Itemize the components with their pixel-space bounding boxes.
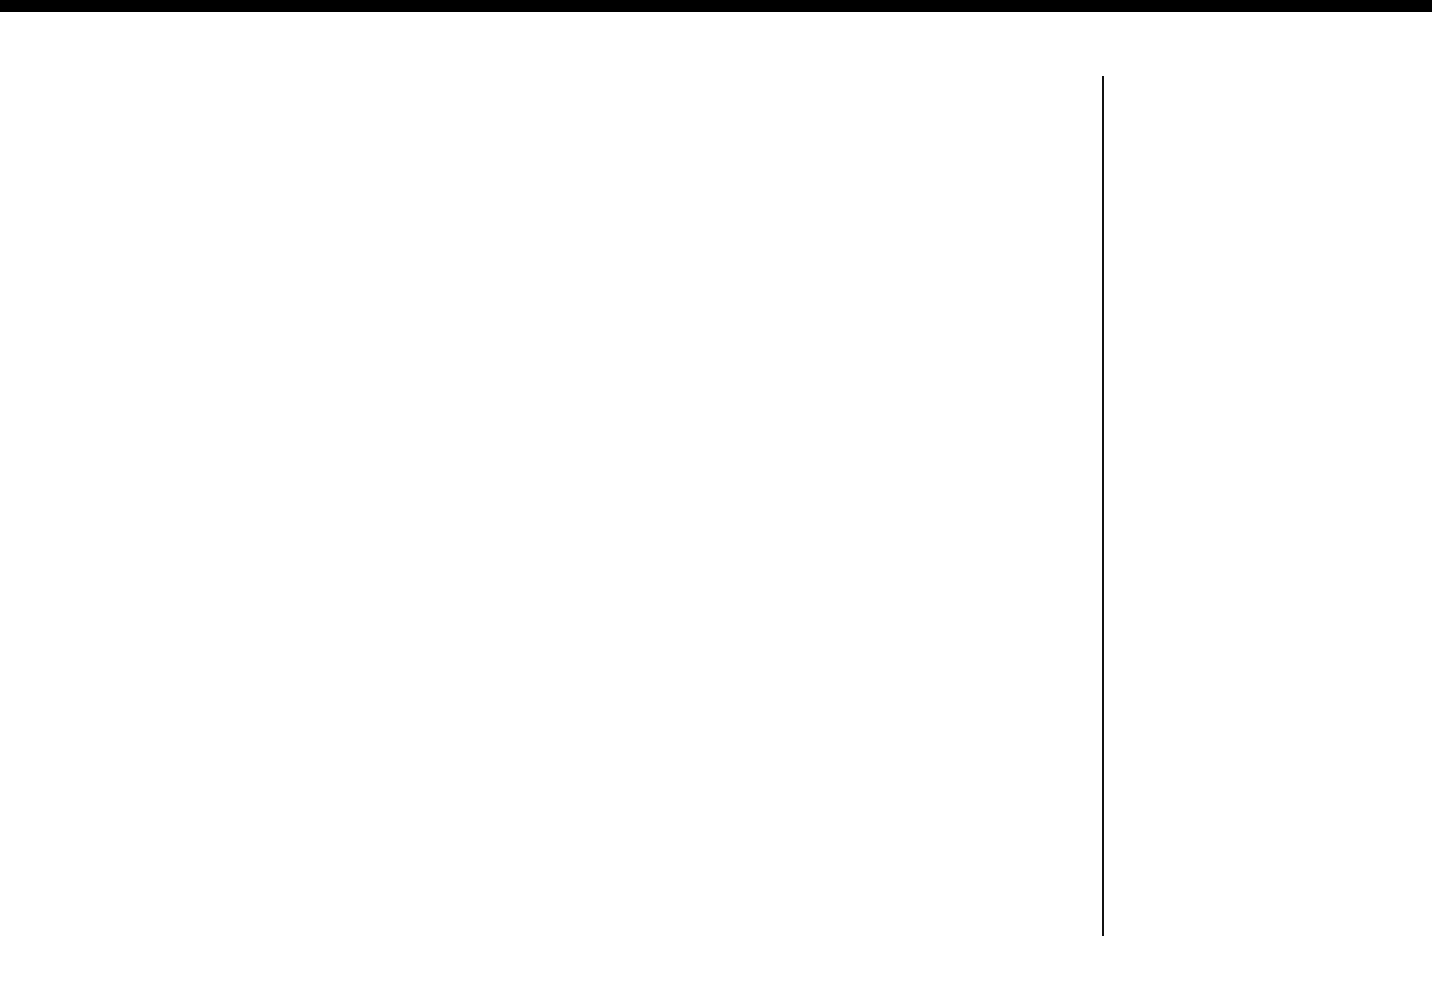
french-paragraph <box>958 76 977 486</box>
german-paragraph <box>1009 526 1028 936</box>
german-subtitle <box>1078 526 1096 936</box>
running-head <box>1102 76 1132 936</box>
french-paragraph <box>1027 76 1046 486</box>
german-paragraph <box>871 526 890 936</box>
french-title <box>1060 76 1090 486</box>
german-paragraph <box>963 526 982 936</box>
top-border-rule <box>0 0 1432 12</box>
side-margin <box>0 610 14 1000</box>
german-paragraph <box>917 526 936 936</box>
german-paragraph <box>986 526 1005 936</box>
french-paragraph <box>889 76 908 486</box>
german-paragraph <box>802 526 821 936</box>
digitization-credit <box>0 610 14 1000</box>
french-paragraph <box>981 76 1000 486</box>
french-paragraph <box>866 76 885 486</box>
french-paragraph <box>935 76 954 486</box>
german-paragraph <box>825 526 844 936</box>
german-paragraph <box>848 526 867 936</box>
french-paragraph <box>820 76 839 486</box>
german-paragraph <box>894 526 913 936</box>
german-column <box>126 526 1096 936</box>
french-paragraph <box>1004 76 1023 486</box>
german-paragraph <box>940 526 959 936</box>
french-paragraph <box>843 76 862 486</box>
german-title <box>1042 526 1072 936</box>
scanned-page <box>116 66 1140 946</box>
french-paragraph <box>912 76 931 486</box>
french-column <box>126 76 1096 486</box>
rotated-page-content <box>116 66 1140 946</box>
